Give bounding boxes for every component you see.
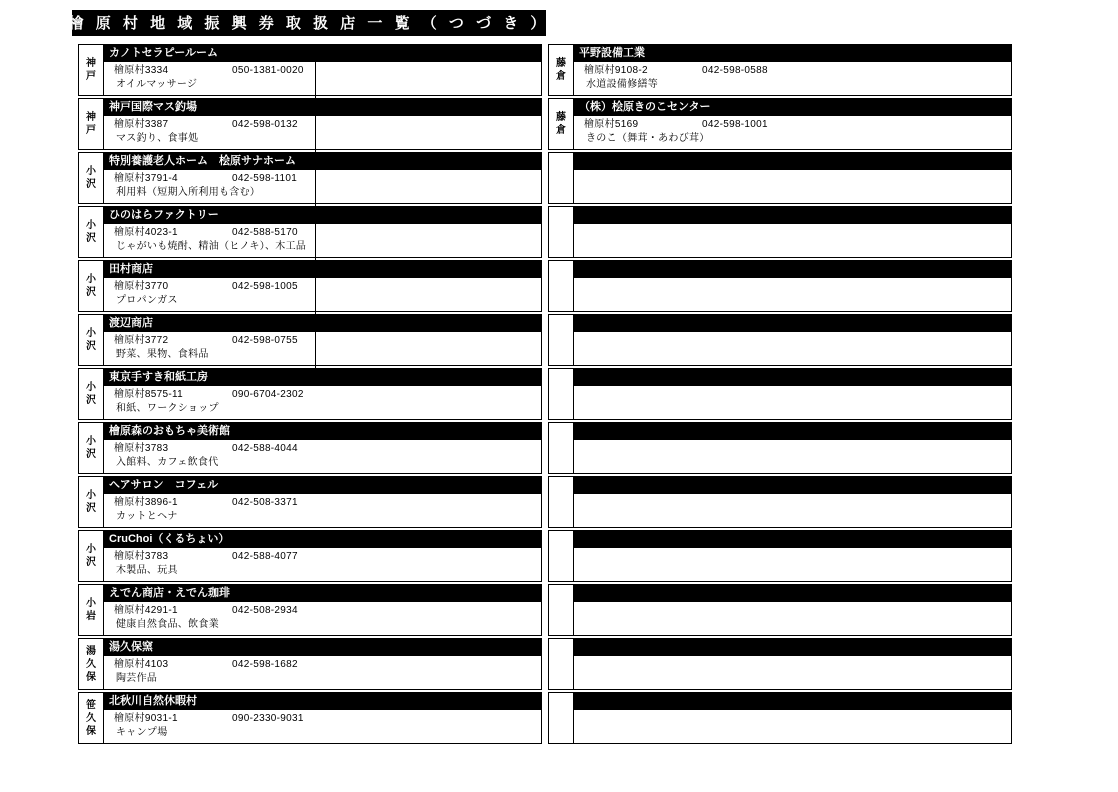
store-name: CruChoi（くるちょい） xyxy=(104,531,541,548)
store-telephone: 090-2330-9031 xyxy=(232,713,304,724)
store-description: じゃがいも焼酎、精油（ヒノキ）、木工品 xyxy=(116,241,307,252)
store-name xyxy=(574,153,1011,170)
area-tag xyxy=(548,206,574,258)
area-tag: 神 戸 xyxy=(78,98,104,150)
store-entry-empty xyxy=(548,368,1012,420)
store-name: えでん商店・えでん珈琲 xyxy=(104,585,541,602)
store-entry xyxy=(78,368,542,420)
area-tag xyxy=(548,638,574,690)
store-address: 檜原村9108-2 xyxy=(584,65,648,76)
store-address: 檜原村3783 xyxy=(114,443,169,454)
store-description: 野菜、果物、食料品 xyxy=(116,349,209,360)
store-body xyxy=(574,314,1012,366)
store-description: きのこ（舞茸・あわび茸） xyxy=(586,133,710,144)
store-description: 和紙、ワークショップ xyxy=(116,403,219,414)
store-detail xyxy=(104,548,541,581)
store-address: 檜原村3896-1 xyxy=(114,497,178,508)
store-name xyxy=(574,531,1011,548)
store-address: 檜原村4103 xyxy=(114,659,169,670)
store-name: 北秋川自然休暇村 xyxy=(104,693,541,710)
store-detail xyxy=(104,170,541,203)
store-body xyxy=(574,584,1012,636)
store-name: （株）桧原きのこセンター xyxy=(574,99,1011,116)
store-description: 健康自然食品、飲食業 xyxy=(116,619,219,630)
store-name xyxy=(574,207,1011,224)
store-description: マス釣り、食事処 xyxy=(116,133,199,144)
area-tag: 小 沢 xyxy=(78,422,104,474)
store-detail xyxy=(104,440,541,473)
store-body xyxy=(574,692,1012,744)
store-detail xyxy=(574,710,1011,743)
store-telephone: 042-598-1101 xyxy=(232,173,298,184)
store-telephone: 042-588-4044 xyxy=(232,443,298,454)
store-body xyxy=(574,98,1012,150)
store-entry-empty xyxy=(548,476,1012,528)
store-name xyxy=(574,369,1011,386)
store-description: プロパンガス xyxy=(116,295,178,306)
store-detail xyxy=(104,494,541,527)
store-name: 檜原森のおもちゃ美術館 xyxy=(104,423,541,440)
store-telephone: 042-598-0588 xyxy=(702,65,768,76)
store-telephone: 042-598-1682 xyxy=(232,659,298,670)
store-entry xyxy=(78,692,542,744)
store-body xyxy=(104,584,542,636)
store-entry xyxy=(78,314,542,366)
store-name: 東京手すき和紙工房 xyxy=(104,369,541,386)
store-name: ヘアサロン コフェル xyxy=(104,477,541,494)
store-body xyxy=(104,530,542,582)
store-entry xyxy=(78,260,542,312)
store-name: 平野設備工業 xyxy=(574,45,1011,62)
store-body xyxy=(104,98,542,150)
store-telephone: 042-588-4077 xyxy=(232,551,298,562)
store-name xyxy=(574,261,1011,278)
area-tag: 小 岩 xyxy=(78,584,104,636)
store-address: 檜原村3791-4 xyxy=(114,173,178,184)
store-entry-empty xyxy=(548,638,1012,690)
store-name xyxy=(574,423,1011,440)
store-name xyxy=(574,693,1011,710)
store-detail xyxy=(104,332,541,365)
store-description: オイルマッサージ xyxy=(116,79,198,90)
store-description: キャンプ場 xyxy=(116,727,168,738)
store-entry xyxy=(78,638,542,690)
store-address: 檜原村4023-1 xyxy=(114,227,178,238)
area-tag: 藤 倉 xyxy=(548,98,574,150)
store-body xyxy=(104,638,542,690)
store-detail xyxy=(104,386,541,419)
store-entry xyxy=(78,44,542,96)
page-title: 檜 原 村 地 域 振 興 券 取 扱 店 一 覧 （ つ づ き ） xyxy=(68,14,550,32)
store-body xyxy=(574,152,1012,204)
store-name xyxy=(574,639,1011,656)
store-address: 檜原村3772 xyxy=(114,335,169,346)
store-body xyxy=(574,44,1012,96)
store-entry-empty xyxy=(548,206,1012,258)
store-name: 神戸国際マス釣場 xyxy=(104,99,541,116)
store-body xyxy=(104,44,542,96)
store-name: ひのはらファクトリー xyxy=(104,207,541,224)
store-address: 檜原村3387 xyxy=(114,119,169,130)
store-address: 檜原村5169 xyxy=(584,119,639,130)
store-body xyxy=(104,692,542,744)
store-detail xyxy=(574,386,1011,419)
store-detail xyxy=(574,656,1011,689)
store-entry xyxy=(78,476,542,528)
store-name xyxy=(574,477,1011,494)
store-entry xyxy=(548,98,1012,150)
page-title-bar xyxy=(68,10,550,36)
store-name: カノトセラピールーム xyxy=(104,45,541,62)
store-body xyxy=(574,260,1012,312)
store-entry-empty xyxy=(548,584,1012,636)
store-body xyxy=(104,152,542,204)
store-body xyxy=(574,368,1012,420)
store-telephone: 042-598-1005 xyxy=(232,281,298,292)
store-body xyxy=(104,368,542,420)
store-entry xyxy=(78,206,542,258)
store-body xyxy=(574,530,1012,582)
store-description: 水道設備修繕等 xyxy=(586,79,659,90)
store-detail xyxy=(574,602,1011,635)
store-entry-empty xyxy=(548,692,1012,744)
store-address: 檜原村3783 xyxy=(114,551,169,562)
store-telephone: 042-588-5170 xyxy=(232,227,298,238)
store-body xyxy=(104,206,542,258)
area-tag: 小 沢 xyxy=(78,260,104,312)
store-body xyxy=(104,476,542,528)
store-detail xyxy=(574,332,1011,365)
area-tag xyxy=(548,368,574,420)
store-description: 入館料、カフェ飲食代 xyxy=(116,457,219,468)
store-detail xyxy=(104,602,541,635)
area-tag: 笹 久 保 xyxy=(78,692,104,744)
area-tag xyxy=(548,476,574,528)
store-description: 利用料（短期入所利用も含む） xyxy=(116,187,261,198)
store-entry-empty xyxy=(548,314,1012,366)
store-address: 檜原村3770 xyxy=(114,281,169,292)
store-body xyxy=(574,206,1012,258)
area-tag xyxy=(548,422,574,474)
store-detail xyxy=(104,710,541,743)
store-description: カットとヘナ xyxy=(116,511,178,522)
store-entry xyxy=(78,422,542,474)
area-tag xyxy=(548,692,574,744)
area-tag xyxy=(548,314,574,366)
area-tag xyxy=(548,584,574,636)
store-address: 檜原村9031-1 xyxy=(114,713,178,724)
store-listing xyxy=(78,44,1046,746)
store-address: 檜原村4291-1 xyxy=(114,605,178,616)
area-tag: 湯 久 保 xyxy=(78,638,104,690)
store-entry-empty xyxy=(548,260,1012,312)
store-detail xyxy=(574,278,1011,311)
store-name: 田村商店 xyxy=(104,261,541,278)
store-description: 木製品、玩具 xyxy=(116,565,178,576)
store-body xyxy=(574,476,1012,528)
store-address: 檜原村3334 xyxy=(114,65,169,76)
store-body xyxy=(574,422,1012,474)
store-body xyxy=(104,422,542,474)
store-detail xyxy=(574,170,1011,203)
store-address: 檜原村8575-11 xyxy=(114,389,183,400)
store-body xyxy=(104,314,542,366)
area-tag xyxy=(548,530,574,582)
store-telephone: 042-508-2934 xyxy=(232,605,298,616)
area-tag: 小 沢 xyxy=(78,368,104,420)
store-entry xyxy=(78,530,542,582)
store-name xyxy=(574,315,1011,332)
area-tag: 藤 倉 xyxy=(548,44,574,96)
store-telephone: 050-1381-0020 xyxy=(232,65,304,76)
area-tag: 小 沢 xyxy=(78,314,104,366)
area-tag xyxy=(548,152,574,204)
store-detail xyxy=(574,440,1011,473)
store-detail xyxy=(574,116,1011,149)
store-detail xyxy=(104,656,541,689)
right-column xyxy=(548,44,1012,746)
store-body xyxy=(104,260,542,312)
store-description: 陶芸作品 xyxy=(116,673,158,684)
store-entry-empty xyxy=(548,530,1012,582)
store-name xyxy=(574,585,1011,602)
store-entry xyxy=(78,152,542,204)
store-detail xyxy=(574,548,1011,581)
store-detail xyxy=(574,62,1011,95)
left-column xyxy=(78,44,542,746)
area-tag: 小 沢 xyxy=(78,152,104,204)
area-tag: 小 沢 xyxy=(78,530,104,582)
store-body xyxy=(574,638,1012,690)
store-detail xyxy=(574,224,1011,257)
area-tag: 神 戸 xyxy=(78,44,104,96)
area-tag xyxy=(548,260,574,312)
store-detail xyxy=(104,278,541,311)
store-detail xyxy=(104,62,541,95)
area-tag: 小 沢 xyxy=(78,476,104,528)
store-entry xyxy=(78,98,542,150)
store-telephone: 042-598-1001 xyxy=(702,119,768,130)
store-entry xyxy=(78,584,542,636)
store-entry xyxy=(548,44,1012,96)
store-entry-empty xyxy=(548,152,1012,204)
store-telephone: 042-508-3371 xyxy=(232,497,298,508)
store-telephone: 042-598-0755 xyxy=(232,335,298,346)
store-name: 渡辺商店 xyxy=(104,315,541,332)
store-name: 特別養護老人ホーム 桧原サナホーム xyxy=(104,153,541,170)
store-detail xyxy=(104,116,541,149)
area-tag: 小 沢 xyxy=(78,206,104,258)
store-entry-empty xyxy=(548,422,1012,474)
store-detail xyxy=(104,224,541,257)
store-telephone: 042-598-0132 xyxy=(232,119,298,130)
store-name: 湯久保窯 xyxy=(104,639,541,656)
store-detail xyxy=(574,494,1011,527)
store-telephone: 090-6704-2302 xyxy=(232,389,304,400)
